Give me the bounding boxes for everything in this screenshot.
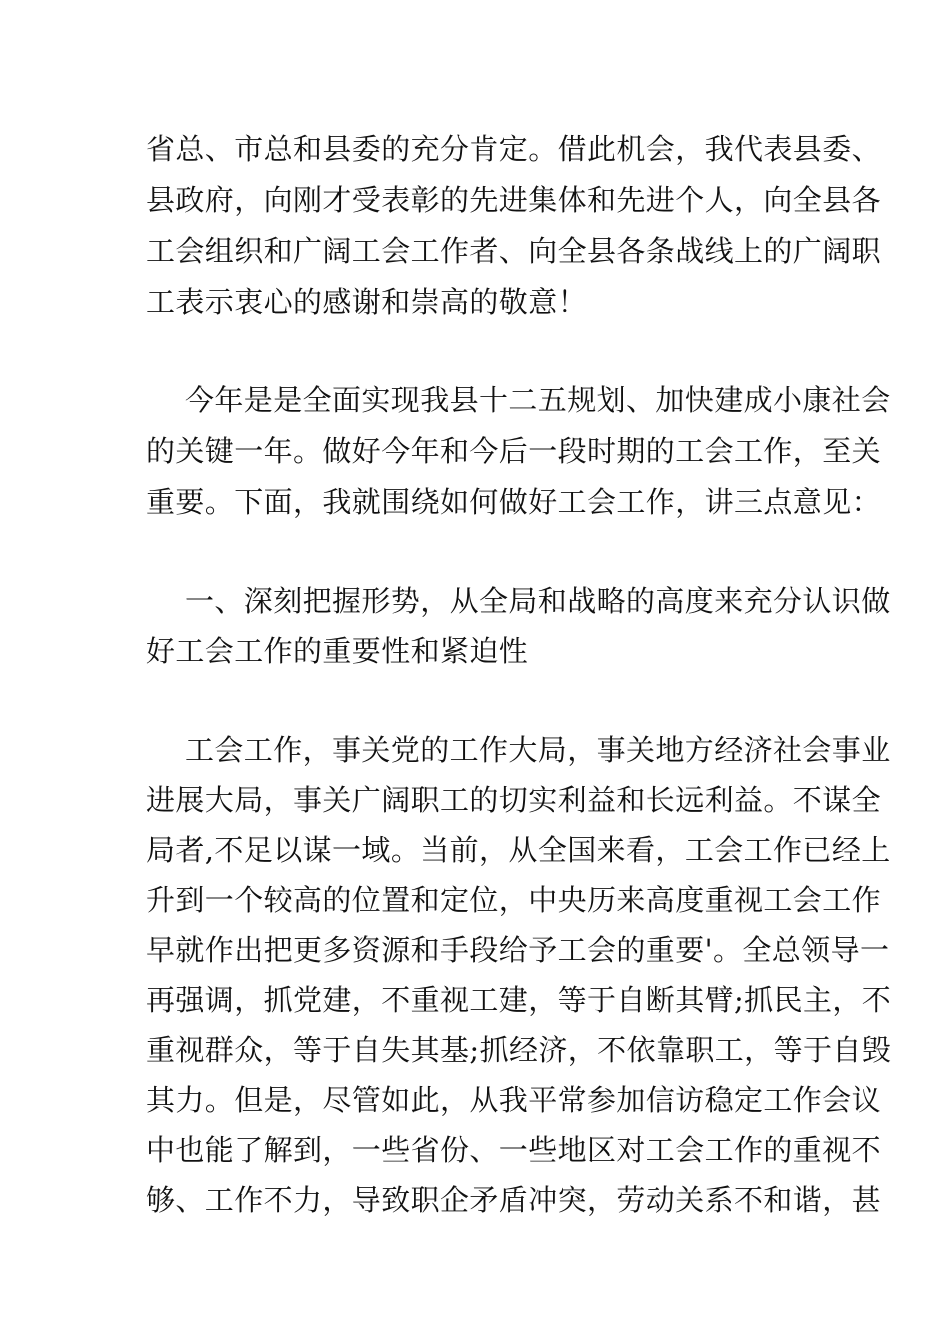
paragraph-4-line-7: 重视群众，等于自失其基;抓经济，不依靠职工，等于自毁 (146, 1033, 892, 1067)
section-heading-line-1: 一、深刻把握形势，从全局和战略的高度来充分认识做 (185, 584, 891, 618)
section-heading-line-2: 好工会工作的重要性和紧迫性 (146, 634, 529, 668)
paragraph-1-line-4: 工表示衷心的感谢和崇高的敬意！ (146, 285, 588, 319)
paragraph-4-line-5: 早就作出把更多资源和手段给予工会的重要'。全总领导一 (146, 933, 890, 967)
paragraph-4-line-9: 中也能了解到，一些省份、一些地区对工会工作的重视不 (146, 1133, 882, 1167)
paragraph-4-line-2: 进展大局，事关广阔职工的切实利益和长远利益。不谋全 (146, 783, 882, 817)
paragraph-2-line-2: 的关键一年。做好今年和今后一段时期的工会工作，至关 (146, 434, 882, 468)
paragraph-4-line-4: 升到一个较高的位置和定位，中央历来高度重视工会工作 (146, 883, 882, 917)
paragraph-1-line-1: 省总、市总和县委的充分肯定。借此机会，我代表县委、 (146, 132, 882, 166)
paragraph-4-line-3: 局者,不足以谋一域。当前，从全国来看，工会工作已经上 (146, 833, 891, 867)
paragraph-1-line-2: 县政府，向刚才受表彰的先进集体和先进个人，向全县各 (146, 183, 882, 217)
paragraph-4-line-8: 其力。但是，尽管如此，从我平常参加信访稳定工作会议 (146, 1083, 882, 1117)
paragraph-2-line-1: 今年是是全面实现我县十二五规划、加快建成小康社会 (185, 383, 891, 417)
paragraph-2-line-3: 重要。下面，我就围绕如何做好工会工作，讲三点意见： (146, 485, 882, 519)
paragraph-1-line-3: 工会组织和广阔工会工作者、向全县各条战线上的广阔职 (146, 234, 882, 268)
paragraph-4-line-1: 工会工作，事关党的工作大局，事关地方经济社会事业 (185, 733, 891, 767)
paragraph-4-line-6: 再强调，抓党建，不重视工建，等于自断其臂;抓民主，不 (146, 983, 892, 1017)
paragraph-4-line-10: 够、工作不力，导致职企矛盾冲突，劳动关系不和谐，甚 (146, 1183, 882, 1217)
